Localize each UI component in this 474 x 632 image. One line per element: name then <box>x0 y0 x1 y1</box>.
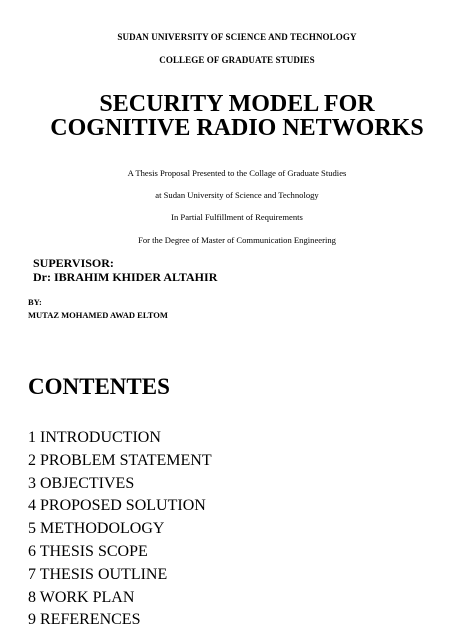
toc-item-introduction: 1 INTRODUCTION <box>28 429 161 446</box>
proposal-line-2: at Sudan University of Science and Technology <box>155 190 319 200</box>
contents-heading: CONTENTES <box>28 374 170 399</box>
proposal-line-4: For the Degree of Master of Communication Engineering <box>138 235 336 245</box>
university-name: SUDAN UNIVERSITY OF SCIENCE AND TECHNOLOGY <box>117 32 357 42</box>
author-name: MUTAZ MOHAMED AWAD ELTOM <box>28 310 168 320</box>
college-name: COLLEGE OF GRADUATE STUDIES <box>159 55 315 65</box>
toc-item-thesis-outline: 7 THESIS OUTLINE <box>28 565 168 583</box>
author-label: BY: <box>28 297 42 307</box>
toc-item-thesis-scope: 6 THESIS SCOPE <box>28 542 148 560</box>
toc-item-proposed-solution: 4 PROPOSED SOLUTION <box>28 497 206 515</box>
toc-item-problem-statement: 2 PROBLEM STATEMENT <box>28 451 212 469</box>
thesis-title-line-1: SECURITY MODEL FOR <box>99 91 375 117</box>
toc-item-work-plan: 8 WORK PLAN <box>28 588 135 606</box>
thesis-title-line-2: COGNITIVE RADIO NETWORKS <box>50 115 424 141</box>
proposal-line-1: A Thesis Proposal Presented to the Collage of Graduate Studies <box>127 168 347 178</box>
supervisor-label: SUPERVISOR: <box>33 256 114 270</box>
proposal-line-3: In Partial Fulfillment of Requirements <box>171 212 303 222</box>
supervisor-name: Dr: IBRAHIM KHIDER ALTAHIR <box>33 270 218 284</box>
table-of-contents <box>28 427 212 632</box>
toc-item-references: 9 REFERENCES <box>28 611 141 629</box>
toc-item-methodology: 5 METHODOLOGY <box>28 520 165 538</box>
toc-item-objectives: 3 OBJECTIVES <box>28 474 135 492</box>
